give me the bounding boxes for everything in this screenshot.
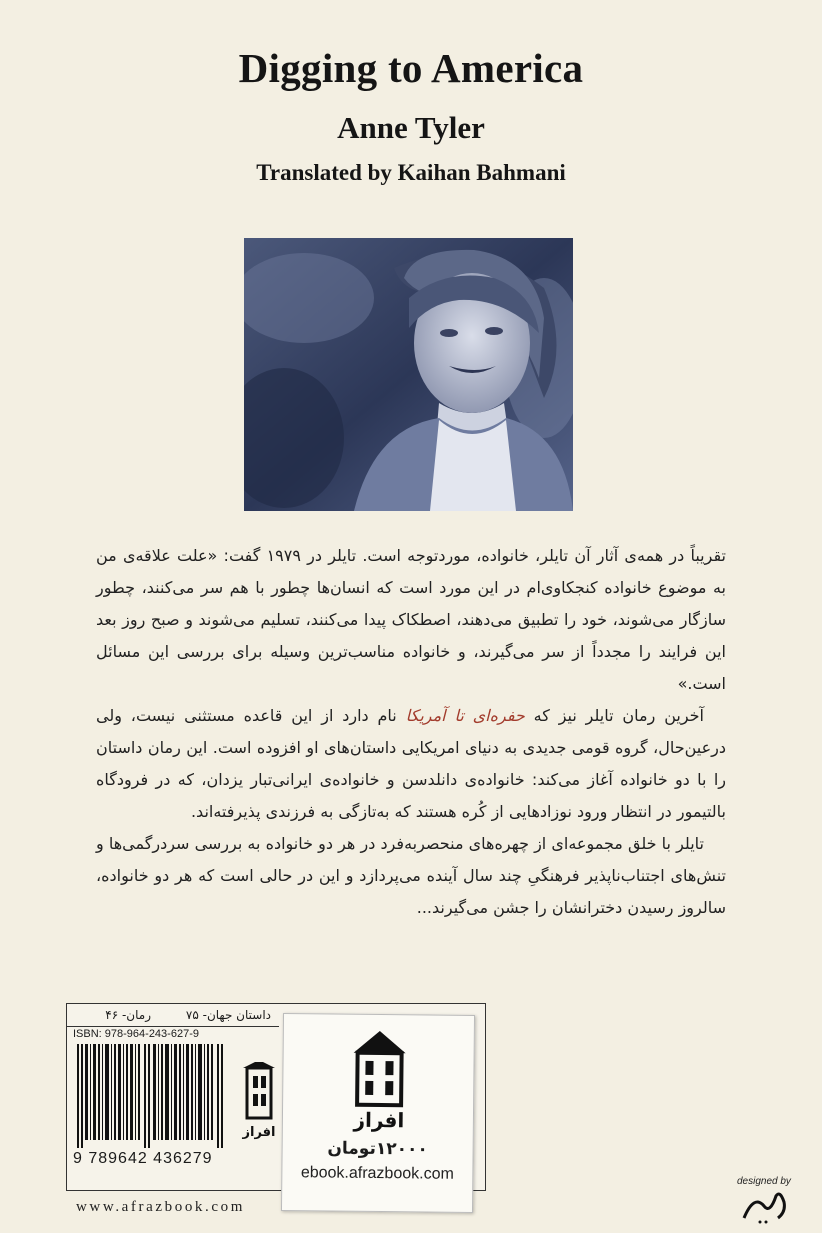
p2-lead-text: آخرین رمان تایلر نیز که	[524, 706, 704, 725]
description-paragraph-2	[96, 700, 726, 828]
author-name: Anne Tyler	[337, 110, 485, 145]
designed-by-label: designed by	[737, 1176, 791, 1187]
svg-text:افراز: افراز	[353, 1107, 405, 1133]
publisher-website: www.afrazbook.com	[76, 1199, 246, 1215]
author-portrait-image	[244, 238, 573, 511]
series-novel: رمان- ۴۶	[105, 1008, 151, 1022]
barcode-number: 9 789642 436279	[73, 1150, 213, 1167]
publisher-logo-icon	[239, 1062, 279, 1142]
publisher-logo-large-icon	[343, 1025, 416, 1134]
book-title: Digging to America	[238, 45, 584, 91]
price-sticker	[281, 1013, 475, 1213]
price-label: ۱۲۰۰۰تومان	[327, 1138, 428, 1160]
book-description	[96, 540, 726, 924]
barcode-icon	[77, 1044, 227, 1148]
svg-text:افراز: افراز	[242, 1125, 276, 1140]
p2-tail-text: نام دارد از این قاعده مستثنی نیست، ولی درعین‌حال، گروه قومی جدیدی به دنیای امریکایی داستان‌های او افزوده است. این رمان داستان را با دو خانواده آغاز می‌کند: خانواده‌ی دانلدسن و خانواده‌ی ایرانی‌تبار یزدان، که در فرودگاه بالتیمور در انتظار ورود نوزادهایی از کُره هستند که به‌تازگی به فرزندی پذیرفته‌اند.	[96, 706, 726, 821]
author-photo	[244, 238, 573, 511]
description-paragraph-1: تقریباً در همه‌ی آثار آن تایلر، خانواده، موردتوجه است. تایلر در ۱۹۷۹ گفت: «علت علاقه‌ی من به موضوع خانواده کنجکاوی‌ام در این مورد است که انسان‌ها چطور با هم سر می‌کنند، چطور سازگار می‌شوند، خود را تطبیق می‌دهند، اصطکاک پیدا می‌کنند، تسلیم می‌شوند و صبح روز بعد این فرایند را مجدداً از سر می‌گیرند، و خانواده مناسب‌ترین وسیله برای بررسی این مسائل است.»	[96, 546, 727, 693]
designer-signature-icon	[740, 1188, 790, 1226]
description-paragraph-3: تایلر با خلق مجموعه‌ای از چهره‌های منحصربه‌فرد در هر دو خانواده به بررسی سردرگمی‌ها و تنش‌های اجتناب‌ناپذیر فرهنگیِ چند سال آینده می‌پردازد و این در حالی است که هر دو خانواده، سالروز رسیدن دخترانشان را جشن می‌گیرند...	[96, 834, 726, 917]
highlighted-book-title: حفره‌ای تا آمریکا	[405, 706, 525, 725]
translator-credit: Translated by Kaihan Bahmani	[256, 160, 566, 185]
ebook-url: ebook.afrazbook.com	[300, 1164, 454, 1183]
isbn-number: ISBN: 978-964-243-627-9	[73, 1028, 199, 1040]
series-row	[67, 1004, 279, 1027]
series-world: داستان جهان- ۷۵	[185, 1008, 271, 1022]
